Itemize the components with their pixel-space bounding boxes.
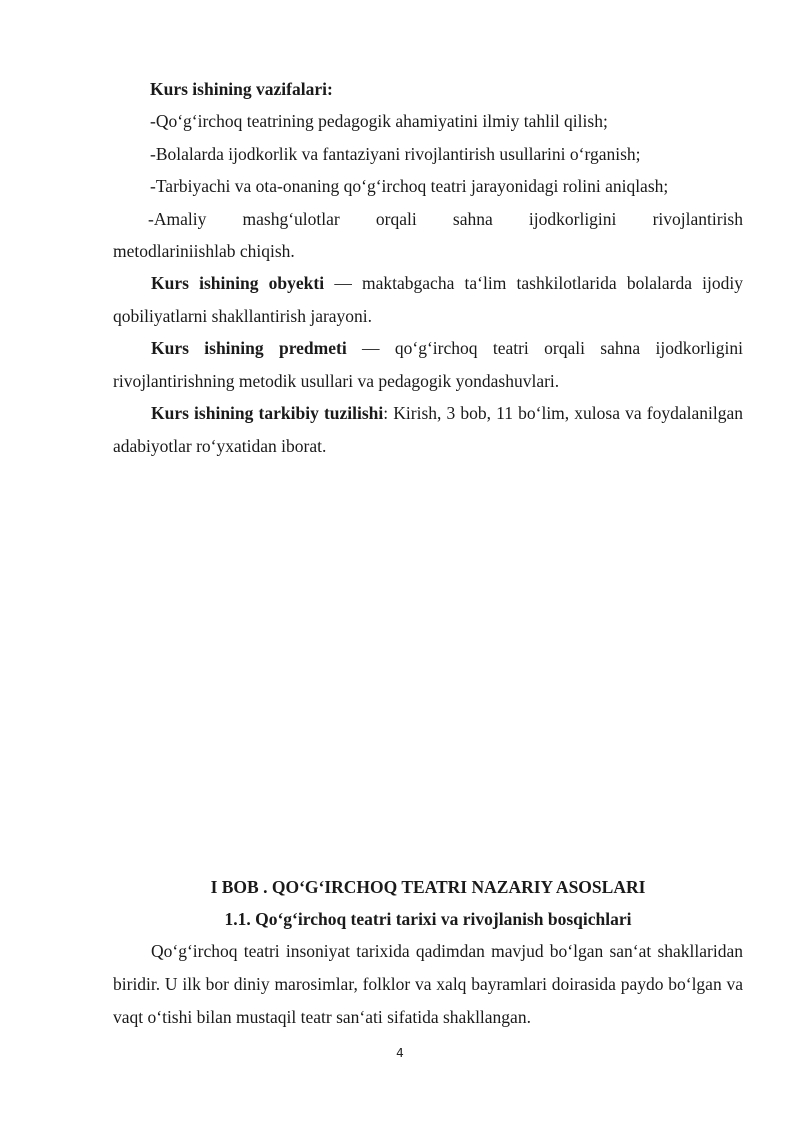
object-paragraph [113,267,743,333]
task-item-2: -Bolalarda ijodkorlik va fantaziyani rivojlantirish usullarini o‘rganish; [150,144,641,164]
chapter-title: I BOB . QO‘G‘IRCHOQ TEATRI NAZARIY ASOSLARI [210,877,646,897]
structure-paragraph [113,397,743,463]
body-paragraph: Qo‘g‘irchoq teatri insoniyat tarixida qadimdan mavjud bo‘lgan san‘at shakllaridan biridir. U ilk bor diniy marosimlar, folklor va xalq bayramlari doirasida paydo bo‘lgan va vaqt o‘tishi bilan mustaqil teatr san‘ati sifatida shakllangan. [113,941,743,1027]
tasks-heading: Kurs ishining vazifalari: [150,79,333,99]
structure-text: : Kirish, 3 bob, 11 bo‘lim, xulosa va foydalanilgan adabiyotlar ro‘yxatidan iborat. [113,403,743,456]
subject-paragraph [113,332,743,398]
task-item-1: -Qo‘g‘irchoq teatrining pedagogik ahamiyatini ilmiy tahlil qilish; [150,111,608,131]
task-item-4-line-2: metodlariniishlab chiqish. [113,241,295,261]
subject-text: — qo‘g‘irchoq teatri orqali sahna ijodkorligini rivojlantirishning metodik usullari va pedagogik yondashuvlari. [113,338,743,391]
task-item-4-line-1: -Amaliy mashg‘ulotlar orqali sahna ijodkorligini rivojlantirish [148,209,743,229]
structure-label: Kurs ishining tarkibiy tuzilishi [151,403,384,423]
object-label: Kurs ishining obyekti [151,273,325,293]
subject-label: Kurs ishining predmeti [151,338,347,358]
task-item-3: -Tarbiyachi va ota-onaning qo‘g‘irchoq teatri jarayonidagi rolini aniqlash; [150,176,669,196]
page-number: 4 [396,1046,404,1060]
section-title: 1.1. Qo‘g‘irchoq teatri tarixi va rivojlanish bosqichlari [224,909,632,929]
object-text: — maktabgacha ta‘lim tashkilotlarida bolalarda ijodiy qobiliyatlarni shakllantirish jarayoni. [113,273,743,326]
